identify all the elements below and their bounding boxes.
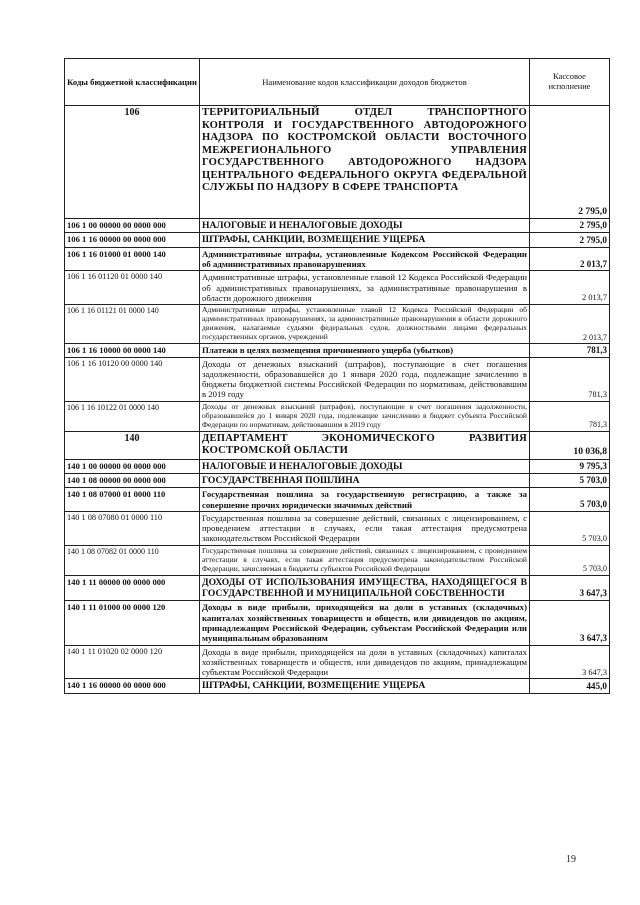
table-row bbox=[65, 511, 610, 545]
row-name: Доходы от денежных взысканий (штрафов), поступающие в счет погашения задолженности, образовавшейся до 1 января 2020 года, подлежащие зачислению в бюджеты бюджетной системы Российской Федерации по нормативам, действовавшим в 2019 году bbox=[200, 357, 530, 401]
row-code: 140 1 08 07080 01 0000 110 bbox=[65, 511, 200, 545]
table-row bbox=[65, 106, 610, 219]
row-name: Доходы в виде прибыли, приходящейся на доли в уставных (складочных) капиталах хозяйственных товариществ и обществ, или дивидендов по акциям, принадлежащим субъектам Российской Федерации bbox=[200, 645, 530, 679]
row-name: Государственная пошлина за совершение действий, связанных с лицензированием, с проведением аттестации в случаях, если такая аттестация предусмотрена законодательством Российской Федерации bbox=[200, 511, 530, 545]
row-sum: 2 795,0 bbox=[530, 106, 610, 219]
row-sum: 2 795,0 bbox=[530, 233, 610, 247]
header-sum: Кассовое исполнение bbox=[530, 59, 610, 106]
table-row bbox=[65, 545, 610, 575]
row-sum: 781,3 bbox=[530, 401, 610, 431]
row-name: НАЛОГОВЫЕ И НЕНАЛОГОВЫЕ ДОХОДЫ bbox=[200, 219, 530, 233]
table-row bbox=[65, 343, 610, 357]
table-row bbox=[65, 473, 610, 487]
row-sum: 3 647,3 bbox=[530, 575, 610, 601]
row-sum: 9 795,3 bbox=[530, 459, 610, 473]
row-name: ГОСУДАРСТВЕННАЯ ПОШЛИНА bbox=[200, 473, 530, 487]
row-code: 140 1 08 07082 01 0000 110 bbox=[65, 545, 200, 575]
table-row bbox=[65, 401, 610, 431]
row-code: 140 1 11 00000 00 0000 000 bbox=[65, 575, 200, 601]
row-name: Доходы от денежных взысканий (штрафов), поступающие в счет погашения задолженности, образовавшейся до 1 января 2020 года, подлежащие зачислению в бюджет субъекта Российской Федерации по нормативам, действовавшим в 2019 году bbox=[200, 401, 530, 431]
row-name: Административные штрафы, установленные главой 12 Кодекса Российской Федерации об административных правонарушениях, за административные правонарушения в области дорожного движения, налагаемые судьями федеральных судов, должностными лицами федеральных государственных органов, учреждений bbox=[200, 305, 530, 344]
header-name: Наименование кодов классификации доходов бюджетов bbox=[200, 59, 530, 106]
row-name: Административные штрафы, установленные Кодексом Российской Федерации об административных правонарушениях bbox=[200, 247, 530, 271]
table-row bbox=[65, 431, 610, 459]
row-sum: 2 795,0 bbox=[530, 219, 610, 233]
row-name: ДЕПАРТАМЕНТ ЭКОНОМИЧЕСКОГО РАЗВИТИЯ КОСТРОМСКОЙ ОБЛАСТИ bbox=[200, 431, 530, 459]
row-name: ДОХОДЫ ОТ ИСПОЛЬЗОВАНИЯ ИМУЩЕСТВА, НАХОДЯЩЕГОСЯ В ГОСУДАРСТВЕННОЙ И МУНИЦИПАЛЬНОЙ СОБСТВЕННОСТИ bbox=[200, 575, 530, 601]
row-code: 140 bbox=[65, 431, 200, 459]
row-code: 140 1 11 01020 02 0000 120 bbox=[65, 645, 200, 679]
row-name: Административные штрафы, установленные главой 12 Кодекса Российской Федерации об административных правонарушениях, за административные правонарушения в области дорожного движения bbox=[200, 271, 530, 305]
row-code: 140 1 11 01000 00 0000 120 bbox=[65, 601, 200, 646]
table-row bbox=[65, 575, 610, 601]
row-name: Государственная пошлина за государственную регистрацию, а также за совершение прочих юридически значимых действий bbox=[200, 488, 530, 512]
table-row bbox=[65, 679, 610, 693]
row-sum: 445,0 bbox=[530, 679, 610, 693]
row-code: 106 bbox=[65, 106, 200, 219]
table-header-row bbox=[65, 59, 610, 106]
revenue-table bbox=[64, 58, 610, 694]
row-sum: 781,3 bbox=[530, 357, 610, 401]
row-code: 106 1 16 10120 00 0000 140 bbox=[65, 357, 200, 401]
row-sum: 2 013,7 bbox=[530, 247, 610, 271]
row-code: 140 1 16 00000 00 0000 000 bbox=[65, 679, 200, 693]
row-sum: 5 703,0 bbox=[530, 545, 610, 575]
row-name: ТЕРРИТОРИАЛЬНЫЙ ОТДЕЛ ТРАНСПОРТНОГО КОНТРОЛЯ И ГОСУДАРСТВЕННОГО АВТОДОРОЖНОГО НАДЗОРА ПО КОСТРОМСКОЙ ОБЛАСТИ ВОСТОЧНОГО МЕЖРЕГИОНАЛЬНОГО УПРАВЛЕНИЯ ГОСУДАРСТВЕННОГО АВТОДОРОЖНОГО НАДЗОРА ЦЕНТРАЛЬНОГО ФЕДЕРАЛЬНОГО ОКРУГА ФЕДЕРАЛЬНОЙ СЛУЖБЫ ПО НАДЗОРУ В СФЕРЕ ТРАНСПОРТА bbox=[200, 106, 530, 219]
row-sum: 10 036,8 bbox=[530, 431, 610, 459]
row-sum: 2 013,7 bbox=[530, 271, 610, 305]
row-code: 140 1 00 00000 00 0000 000 bbox=[65, 459, 200, 473]
row-name: НАЛОГОВЫЕ И НЕНАЛОГОВЫЕ ДОХОДЫ bbox=[200, 459, 530, 473]
table-row bbox=[65, 233, 610, 247]
table-row bbox=[65, 219, 610, 233]
table-row bbox=[65, 271, 610, 305]
row-code: 106 1 00 00000 00 0000 000 bbox=[65, 219, 200, 233]
table-row bbox=[65, 459, 610, 473]
row-name: ШТРАФЫ, САНКЦИИ, ВОЗМЕЩЕНИЕ УЩЕРБА bbox=[200, 233, 530, 247]
row-name: ШТРАФЫ, САНКЦИИ, ВОЗМЕЩЕНИЕ УЩЕРБА bbox=[200, 679, 530, 693]
row-sum: 5 703,0 bbox=[530, 488, 610, 512]
row-sum: 5 703,0 bbox=[530, 473, 610, 487]
table-row bbox=[65, 601, 610, 646]
table-row bbox=[65, 247, 610, 271]
row-code: 106 1 16 00000 00 0000 000 bbox=[65, 233, 200, 247]
table-row bbox=[65, 645, 610, 679]
row-sum: 3 647,3 bbox=[530, 601, 610, 646]
table-row bbox=[65, 305, 610, 344]
row-code: 140 1 08 00000 00 0000 000 bbox=[65, 473, 200, 487]
row-code: 106 1 16 01121 01 0000 140 bbox=[65, 305, 200, 344]
row-code: 106 1 16 01000 01 0000 140 bbox=[65, 247, 200, 271]
row-sum: 2 013,7 bbox=[530, 305, 610, 344]
row-sum: 5 703,0 bbox=[530, 511, 610, 545]
row-code: 106 1 16 01120 01 0000 140 bbox=[65, 271, 200, 305]
row-code: 106 1 16 10000 00 0000 140 bbox=[65, 343, 200, 357]
row-name: Платежи в целях возмещения причиненного ущерба (убытков) bbox=[200, 343, 530, 357]
row-code: 106 1 16 10122 01 0000 140 bbox=[65, 401, 200, 431]
page-number: 19 bbox=[566, 854, 576, 865]
row-sum: 781,3 bbox=[530, 343, 610, 357]
row-name: Доходы в виде прибыли, приходящейся на доли в уставных (складочных) капиталах хозяйственных товариществ и обществ, или дивидендов по акциям, принадлежащим Российской Федерации, субъектам Российской Федерации или муниципальным образованиям bbox=[200, 601, 530, 646]
row-code: 140 1 08 07000 01 0000 110 bbox=[65, 488, 200, 512]
table-row bbox=[65, 357, 610, 401]
header-code: Коды бюджетной классификации bbox=[65, 59, 200, 106]
table-row bbox=[65, 488, 610, 512]
row-sum: 3 647,3 bbox=[530, 645, 610, 679]
row-name: Государственная пошлина за совершение действий, связанных с лицензированием, с проведением аттестации в случаях, если такая аттестация предусмотрена законодательством Российской Федерации, зачисляемая в бюджеты субъектов Российской Федерации bbox=[200, 545, 530, 575]
